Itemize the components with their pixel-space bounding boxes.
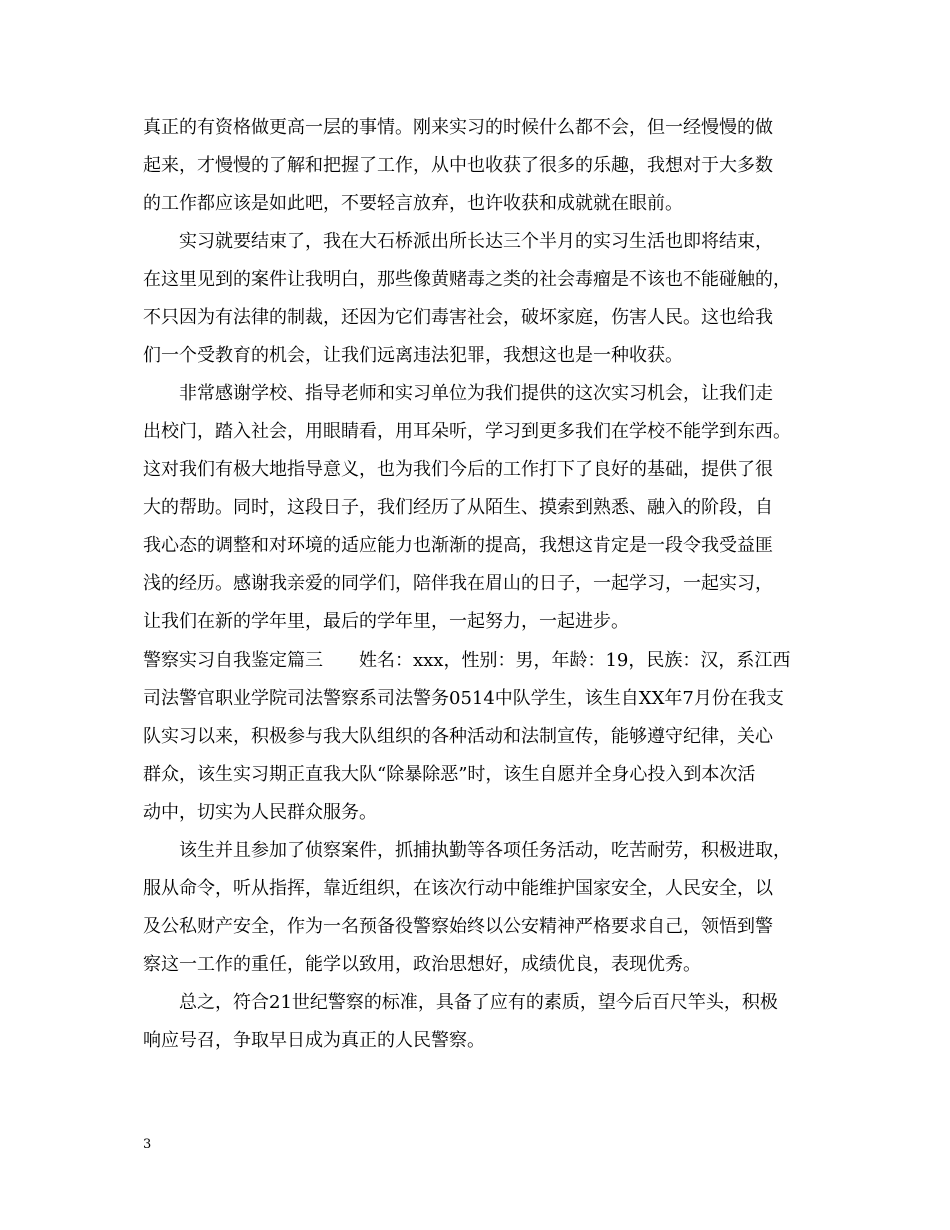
text-line: 出校门，踏入社会，用眼睛看，用耳朵听，学习到更多我们在学校不能学到东西。 [143, 421, 791, 442]
text-line: 真正的有资格做更高一层的事情。刚来实习的时候什么都不会，但一经慢慢的做 [143, 117, 773, 138]
text-line: 服从命令，听从指挥，靠近组织，在该次行动中能维护国家安全，人民安全，以 [143, 878, 773, 899]
text-line: 的工作都应该是如此吧，不要轻言放弃，也许收获和成就就在眼前。 [143, 193, 683, 214]
text-line: 这对我们有极大地指导意义，也为我们今后的工作打下了良好的基础，提供了很 [143, 459, 773, 480]
text-line: 察这一工作的重任，能学以致用，政治思想好，成绩优良，表现优秀。 [143, 954, 701, 975]
text-line: 让我们在新的学年里，最后的学年里，一起努力，一起进步。 [143, 611, 629, 632]
text-line: 及公私财产安全，作为一名预备役警察始终以公安精神严格要求自己，领悟到警 [143, 916, 773, 937]
text-line: 动中，切实为人民群众服务。 [143, 802, 377, 823]
text-line: 起来，才慢慢的了解和把握了工作，从中也收获了很多的乐趣，我想对于大多数 [143, 155, 773, 176]
text-line: 在这里见到的案件让我明白，那些像黄赌毒之类的社会毒瘤是不该也不能碰触的， [143, 269, 791, 290]
text-line: 队实习以来，积极参与我大队组织的各种活动和法制宣传，能够遵守纪律，关心 [143, 726, 773, 747]
text-line: 非常感谢学校、指导老师和实习单位为我们提供的这次实习机会，让我们走 [179, 383, 773, 404]
page-number: 3 [143, 1137, 152, 1152]
text-line: 不只因为有法律的制裁，还因为它们毒害社会，破坏家庭，伤害人民。这也给我 [143, 307, 773, 328]
text-line: 响应号召，争取早日成为真正的人民警察。 [143, 1030, 485, 1051]
text-line: 司法警官职业学院司法警察系司法警务0514中队学生，该生自XX年7月份在我支 [143, 688, 784, 709]
text-line: 警察实习自我鉴定篇三 姓名：xxx，性别：男，年龄：19，民族：汉，系江西 [143, 650, 791, 671]
text-line: 浅的经历。感谢我亲爱的同学们，陪伴我在眉山的日子，一起学习，一起实习， [143, 573, 773, 594]
text-line: 大的帮助。同时，这段日子，我们经历了从陌生、摸索到熟悉、融入的阶段，自 [143, 497, 773, 518]
text-line: 实习就要结束了，我在大石桥派出所长达三个半月的实习生活也即将结束， [179, 231, 773, 252]
text-line: 群众，该生实习期正直我大队“除暴除恶”时，该生自愿并全身心投入到本次活 [143, 764, 756, 785]
text-line: 总之，符合21世纪警察的标准，具备了应有的素质，望今后百尺竿头，积极 [179, 992, 778, 1013]
text-line: 们一个受教育的机会，让我们远离违法犯罪，我想这也是一种收获。 [143, 345, 683, 366]
text-line: 该生并且参加了侦察案件，抓捕执勤等各项任务活动，吃苦耐劳，积极进取， [179, 840, 791, 861]
text-line: 我心态的调整和对环境的适应能力也渐渐的提高，我想这肯定是一段令我受益匪 [143, 535, 773, 556]
